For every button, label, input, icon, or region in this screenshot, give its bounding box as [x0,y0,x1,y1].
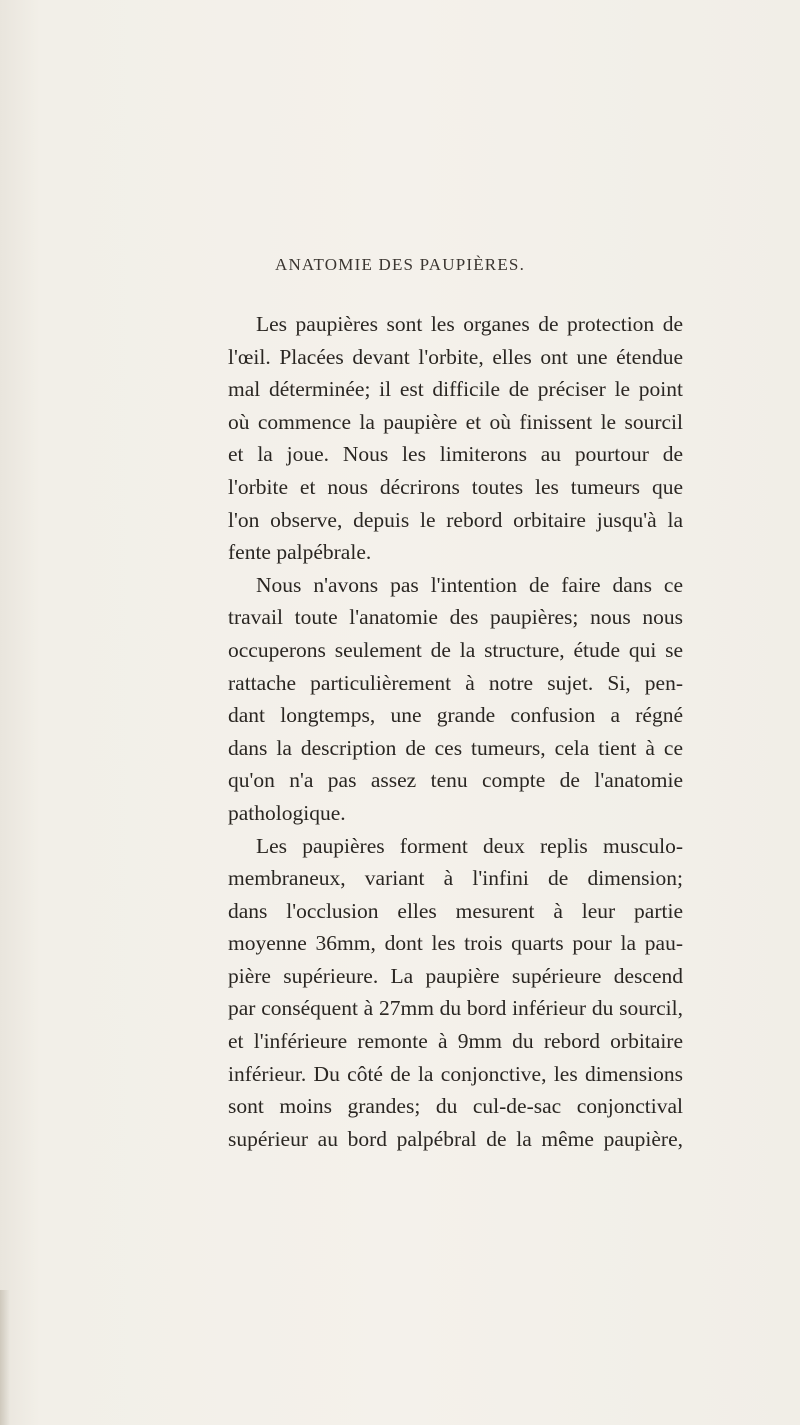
text-line: Les paupières sont les organes de protection de [256,312,683,336]
text-line: l'on observe, depuis le rebord orbitaire jusqu'à la [228,507,683,532]
text-line: l'orbite et nous décrirons toutes les tumeurs que [228,474,683,499]
text-line: moyenne 36mm, dont les trois quarts pour la pau- [228,931,683,956]
text-line: et la joue. Nous les limiterons au pourtour de [228,442,683,467]
text-line: rattache particulièrement à notre sujet. Si, pen- [228,670,683,695]
body-text [228,308,683,1155]
text-line: inférieur. Du côté de la conjonctive, les dimensions [228,1061,683,1086]
text-line: mal déterminée; il est difficile de préciser le point [228,377,683,402]
text-line: travail toute l'anatomie des paupières; nous nous [228,605,683,630]
text-line: Nous n'avons pas l'intention de faire dans ce [256,572,683,597]
text-line: sont moins grandes; du cul-de-sac conjonctival [228,1094,683,1119]
text-line: supérieur au bord palpébral de la même paupière, [228,1126,683,1151]
text-line: qu'on n'a pas assez tenu compte de l'anatomie [228,768,683,793]
text-line: par conséquent à 27mm du bord inférieur du sourcil, [228,996,683,1021]
text-line: occuperons seulement de la structure, étude qui se [228,637,683,662]
text-line: dans l'occlusion elles mesurent à leur partie [228,898,683,923]
page-shadow-edge [0,1290,10,1425]
text-line: où commence la paupière et où finissent le sourcil [228,409,683,434]
text-line: membraneux, variant à l'infini de dimension; [228,866,683,891]
text-line: et l'inférieure remonte à 9mm du rebord orbitaire [228,1029,683,1054]
text-line: Les paupières forment deux replis musculo- [256,833,683,858]
running-head: ANATOMIE DES PAUPIÈRES. [274,255,526,274]
text-line: pathologique. [228,800,346,825]
text-line: dans la description de ces tumeurs, cela tient à ce [228,735,683,760]
text-line: l'œil. Placées devant l'orbite, elles ont une étendue [228,344,683,369]
text-line: dant longtemps, une grande confusion a régné [228,703,683,728]
text-line: fente palpébrale. [228,540,372,565]
text-line: pière supérieure. La paupière supérieure descend [228,963,683,988]
